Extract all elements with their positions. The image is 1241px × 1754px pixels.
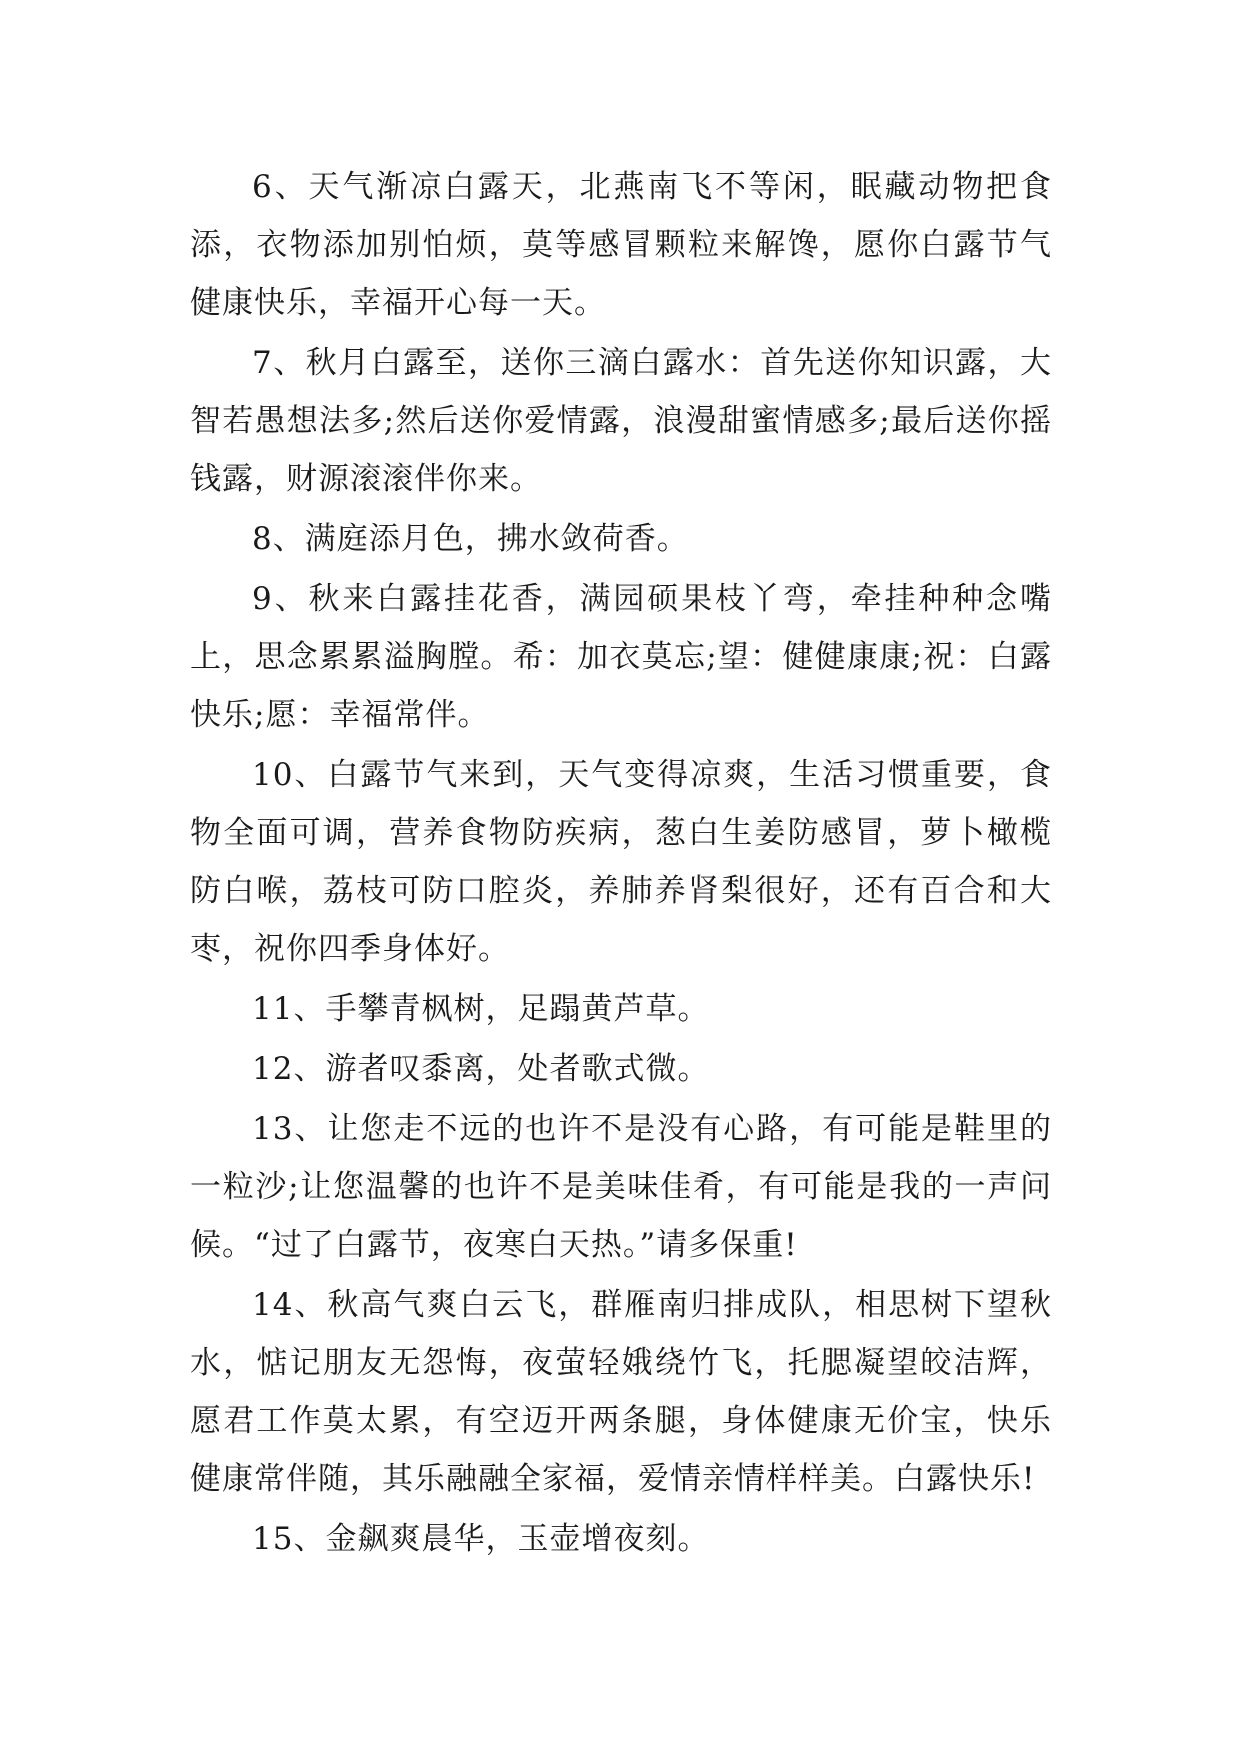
paragraph-10: 10、白露节气来到，天气变得凉爽，生活习惯重要，食物全面可调，营养食物防疾病，葱白生姜防感冒，萝卜橄榄防白喉，荔枝可防口腔炎，养肺养肾梨很好，还有百合和大枣，祝你四季身体好。 [190, 757, 1052, 967]
paragraph-12: 12、游者叹黍离，处者歌式微。 [252, 1051, 710, 1087]
paragraph-7: 7、秋月白露至，送你三滴白露水：首先送你知识露，大智若愚想法多;然后送你爱情露，浪漫甜蜜情感多;最后送你摇钱露，财源滚滚伴你来。 [190, 345, 1052, 497]
paragraph-14: 14、秋高气爽白云飞，群雁南归排成队，相思树下望秋水，惦记朋友无怨悔，夜萤轻娥绕竹飞，托腮凝望皎洁辉，愿君工作莫太累，有空迈开两条腿，身体健康无价宝，快乐健康常伴随，其乐融融全家福，爱情亲情样样美。白露快乐! [190, 1287, 1052, 1497]
paragraph-9: 9、秋来白露挂花香，满园硕果枝丫弯，牵挂种种念嘴上，思念累累溢胸膛。希：加衣莫忘;望：健健康康;祝：白露快乐;愿：幸福常伴。 [190, 581, 1052, 733]
paragraph-8: 8、满庭添月色，拂水敛荷香。 [252, 521, 689, 557]
paragraph-6: 6、天气渐凉白露天，北燕南飞不等闲，眠藏动物把食添，衣物添加别怕烦，莫等感冒颗粒来解馋，愿你白露节气健康快乐，幸福开心每一天。 [190, 169, 1052, 321]
paragraph-15: 15、金飙爽晨华，玉壶增夜刻。 [252, 1521, 710, 1557]
paragraph-13: 13、让您走不远的也许不是没有心路，有可能是鞋里的一粒沙;让您温馨的也许不是美味佳肴，有可能是我的一声问候。“过了白露节，夜寒白天热。”请多保重! [190, 1111, 1052, 1263]
paragraph-11: 11、手攀青枫树，足蹋黄芦草。 [252, 991, 710, 1027]
document-body [190, 158, 1052, 1570]
